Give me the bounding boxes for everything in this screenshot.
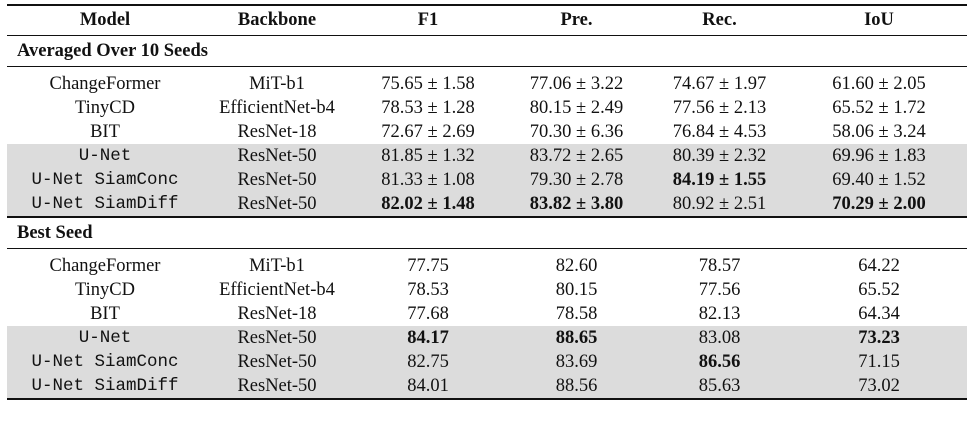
backbone-cell: ResNet-50 <box>203 144 351 168</box>
recall-value: 77.56 ± 2.13 <box>672 98 767 118</box>
table-header <box>7 5 967 36</box>
recall-cell <box>648 120 791 144</box>
recall-cell <box>648 249 791 279</box>
backbone-cell: MiT-b1 <box>249 256 305 276</box>
recall-value: 76.84 ± 4.53 <box>672 122 767 142</box>
section-header-row <box>7 36 967 67</box>
precision-cell <box>505 374 648 399</box>
col-header-precision: Pre. <box>505 5 648 36</box>
f1-cell <box>351 120 505 144</box>
iou-cell <box>791 326 967 350</box>
col-header-model: Model <box>7 5 203 36</box>
f1-value: 81.33 ± 1.08 <box>381 170 475 190</box>
precision-cell <box>505 249 648 279</box>
f1-cell <box>351 96 505 120</box>
table-row <box>7 302 967 326</box>
recall-cell <box>648 168 791 192</box>
backbone-cell: EfficientNet-b4 <box>219 280 335 300</box>
backbone-cell: ResNet-50 <box>203 192 351 217</box>
model-cell: ChangeFormer <box>49 74 161 94</box>
precision-cell <box>505 192 648 217</box>
recall-cell <box>648 96 791 120</box>
f1-cell <box>351 144 505 168</box>
f1-value: 77.75 <box>407 256 449 276</box>
results-table <box>7 4 967 400</box>
recall-cell <box>648 326 791 350</box>
section-title: Best Seed <box>7 217 967 249</box>
model-cell: TinyCD <box>75 98 135 118</box>
f1-value: 72.67 ± 2.69 <box>381 122 475 142</box>
recall-cell <box>648 67 791 97</box>
precision-value: 77.06 ± 3.22 <box>529 74 624 94</box>
iou-cell <box>791 168 967 192</box>
col-header-f1: F1 <box>351 5 505 36</box>
f1-value: 82.75 <box>407 352 449 372</box>
backbone-cell: ResNet-50 <box>203 350 351 374</box>
recall-value: 77.56 <box>698 280 741 300</box>
recall-value: 80.92 ± 2.51 <box>672 194 767 214</box>
iou-value: 69.96 ± 1.83 <box>832 146 926 166</box>
iou-cell <box>791 96 967 120</box>
backbone-cell: ResNet-50 <box>203 326 351 350</box>
iou-value: 64.22 <box>858 256 900 276</box>
precision-value: 78.58 <box>555 304 598 324</box>
precision-cell <box>505 350 648 374</box>
model-cell: U-Net SiamDiff <box>7 192 203 217</box>
precision-cell <box>505 326 648 350</box>
iou-cell <box>791 302 967 326</box>
iou-value: 70.29 ± 2.00 <box>832 194 926 214</box>
precision-value: 82.60 <box>555 256 598 276</box>
precision-value: 83.82 ± 3.80 <box>529 194 624 214</box>
model-cell: U-Net SiamConc <box>7 168 203 192</box>
f1-value: 81.85 ± 1.32 <box>381 146 475 166</box>
iou-cell <box>791 144 967 168</box>
iou-cell <box>791 120 967 144</box>
recall-value: 84.19 ± 1.55 <box>672 170 767 190</box>
precision-cell <box>505 67 648 97</box>
iou-value: 64.34 <box>858 304 900 324</box>
f1-cell <box>351 192 505 217</box>
precision-cell <box>505 168 648 192</box>
recall-cell <box>648 350 791 374</box>
precision-value: 83.72 ± 2.65 <box>529 146 624 166</box>
iou-cell <box>791 192 967 217</box>
recall-value: 74.67 ± 1.97 <box>672 74 767 94</box>
recall-value: 85.63 <box>698 376 741 396</box>
section-header-row <box>7 217 967 249</box>
f1-cell <box>351 350 505 374</box>
backbone-cell: ResNet-18 <box>237 122 317 142</box>
model-cell: U-Net SiamDiff <box>7 374 203 399</box>
table-row <box>7 120 967 144</box>
f1-cell <box>351 374 505 399</box>
model-cell: TinyCD <box>75 280 135 300</box>
recall-cell <box>648 278 791 302</box>
table-row <box>7 278 967 302</box>
table-row <box>7 192 967 217</box>
iou-value: 65.52 <box>858 280 900 300</box>
backbone-cell: ResNet-50 <box>203 168 351 192</box>
iou-value: 69.40 ± 1.52 <box>832 170 926 190</box>
f1-value: 84.17 <box>407 328 449 348</box>
section-title: Averaged Over 10 Seeds <box>7 36 967 67</box>
table-row <box>7 374 967 399</box>
iou-cell <box>791 374 967 399</box>
col-header-recall: Rec. <box>648 5 791 36</box>
recall-value: 80.39 ± 2.32 <box>672 146 767 166</box>
recall-cell <box>648 374 791 399</box>
precision-cell <box>505 144 648 168</box>
table-body <box>7 36 967 400</box>
f1-cell <box>351 326 505 350</box>
f1-cell <box>351 278 505 302</box>
iou-value: 58.06 ± 3.24 <box>832 122 926 142</box>
precision-cell <box>505 302 648 326</box>
f1-value: 84.01 <box>407 376 449 396</box>
table-row <box>7 249 967 279</box>
model-cell: BIT <box>90 122 120 142</box>
f1-cell <box>351 249 505 279</box>
table-row <box>7 67 967 97</box>
f1-value: 77.68 <box>407 304 449 324</box>
iou-cell <box>791 67 967 97</box>
precision-value: 79.30 ± 2.78 <box>529 170 624 190</box>
f1-value: 82.02 ± 1.48 <box>381 194 475 214</box>
table-row <box>7 168 967 192</box>
precision-value: 70.30 ± 6.36 <box>529 122 624 142</box>
precision-value: 83.69 <box>555 352 598 372</box>
recall-value: 78.57 <box>698 256 741 276</box>
iou-value: 65.52 ± 1.72 <box>832 98 926 118</box>
model-cell: ChangeFormer <box>49 256 161 276</box>
recall-value: 83.08 <box>698 328 741 348</box>
table-row <box>7 350 967 374</box>
recall-cell <box>648 302 791 326</box>
iou-value: 73.23 <box>858 328 900 348</box>
iou-value: 73.02 <box>858 376 900 396</box>
backbone-cell: MiT-b1 <box>249 74 305 94</box>
f1-cell <box>351 302 505 326</box>
precision-value: 80.15 ± 2.49 <box>529 98 624 118</box>
f1-cell <box>351 67 505 97</box>
precision-cell <box>505 120 648 144</box>
precision-cell <box>505 96 648 120</box>
iou-cell <box>791 278 967 302</box>
table-row <box>7 144 967 168</box>
model-cell: U-Net SiamConc <box>7 350 203 374</box>
iou-cell <box>791 350 967 374</box>
f1-cell <box>351 168 505 192</box>
table-row <box>7 96 967 120</box>
col-header-backbone: Backbone <box>203 5 351 36</box>
recall-value: 86.56 <box>698 352 741 372</box>
backbone-cell: ResNet-50 <box>203 374 351 399</box>
recall-value: 82.13 <box>698 304 741 324</box>
f1-value: 78.53 <box>407 280 449 300</box>
precision-value: 88.56 <box>555 376 598 396</box>
backbone-cell: ResNet-18 <box>237 304 317 324</box>
precision-cell <box>505 278 648 302</box>
iou-value: 61.60 ± 2.05 <box>832 74 926 94</box>
f1-value: 78.53 ± 1.28 <box>381 98 475 118</box>
iou-cell <box>791 249 967 279</box>
f1-value: 75.65 ± 1.58 <box>381 74 475 94</box>
recall-cell <box>648 192 791 217</box>
recall-cell <box>648 144 791 168</box>
precision-value: 88.65 <box>555 328 598 348</box>
model-cell: U-Net <box>7 326 203 350</box>
col-header-iou: IoU <box>791 5 967 36</box>
model-cell: BIT <box>90 304 120 324</box>
precision-value: 80.15 <box>555 280 598 300</box>
header-row <box>7 5 967 36</box>
backbone-cell: EfficientNet-b4 <box>219 98 335 118</box>
model-cell: U-Net <box>7 144 203 168</box>
table-row <box>7 326 967 350</box>
iou-value: 71.15 <box>858 352 900 372</box>
